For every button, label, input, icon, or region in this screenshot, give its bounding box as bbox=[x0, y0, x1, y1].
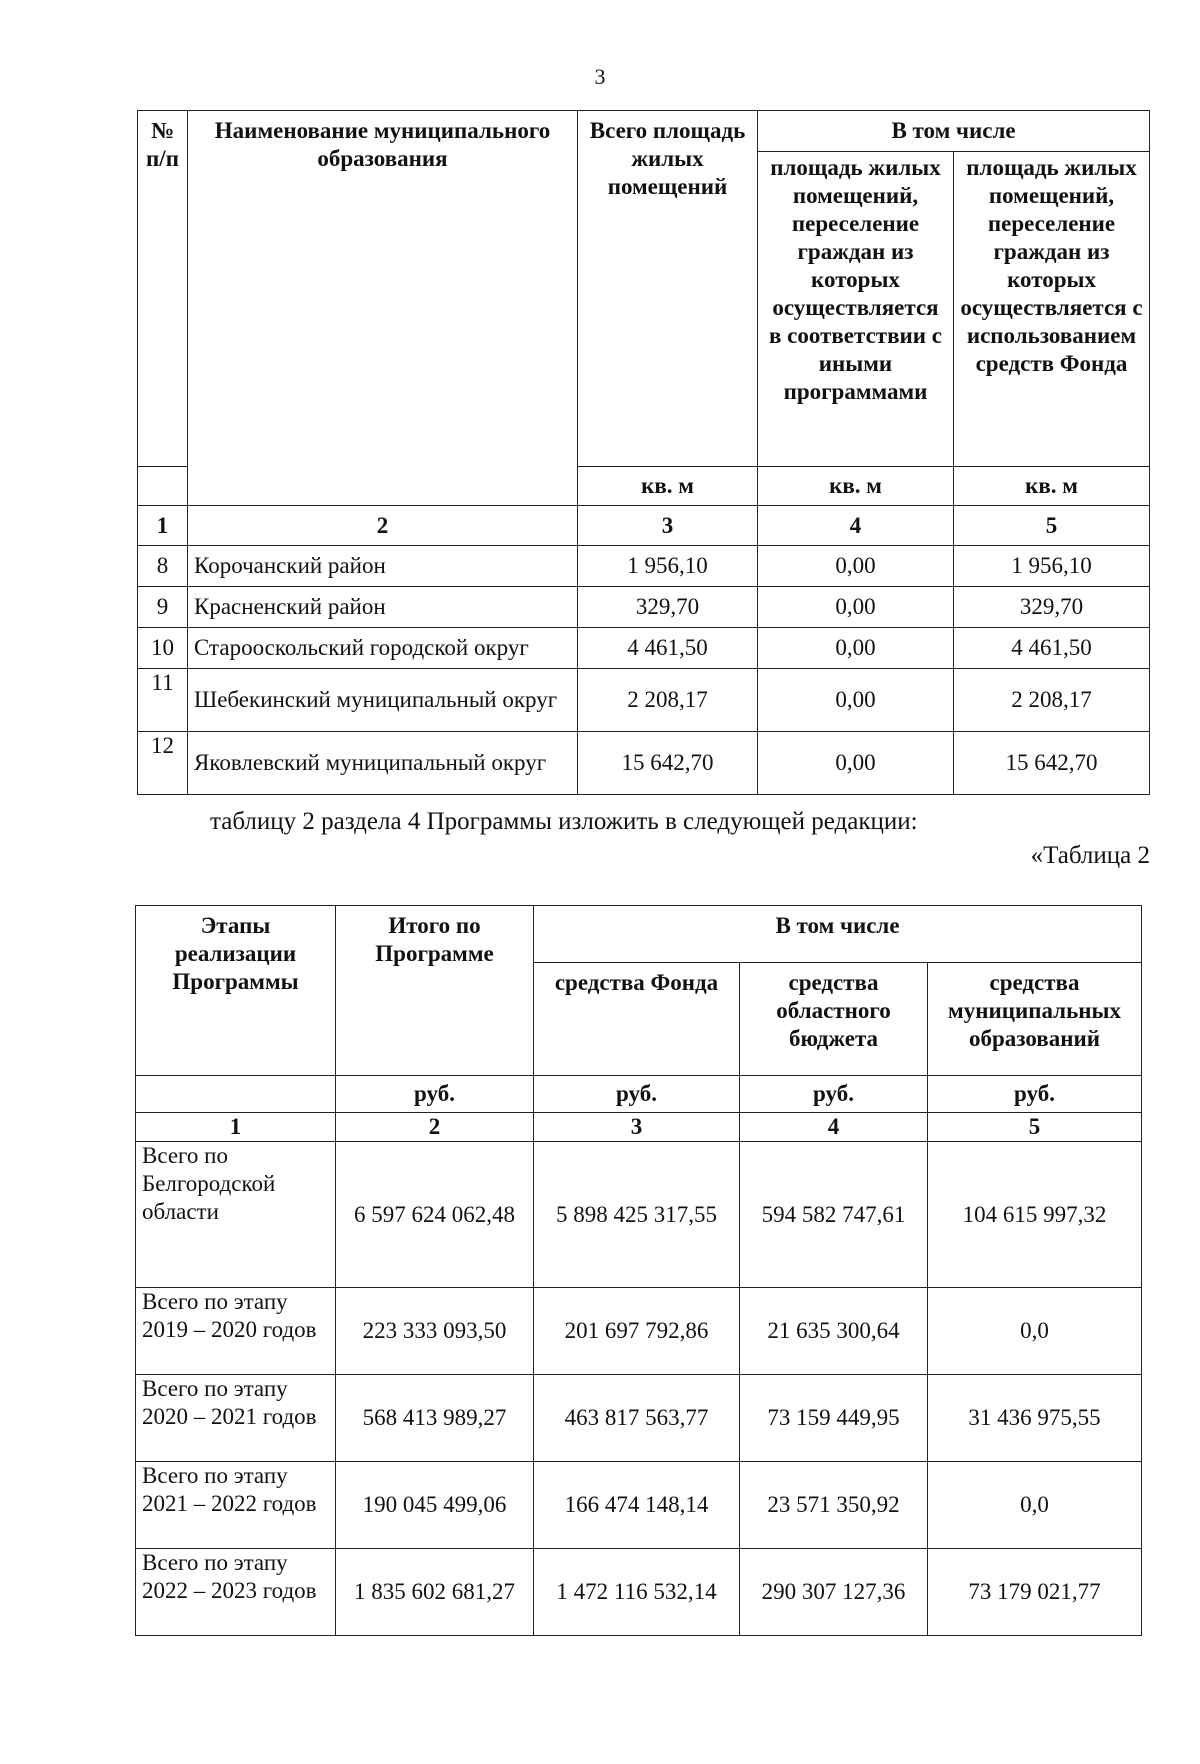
regional-amount: 594 582 747,61 bbox=[740, 1142, 928, 1288]
col-number-3: 3 bbox=[534, 1113, 740, 1142]
regional-amount: 290 307 127,36 bbox=[740, 1549, 928, 1636]
col-header-regional-budget: средства областного бюджета bbox=[740, 963, 928, 1076]
table-row bbox=[136, 1462, 1142, 1549]
col-header-total-area: Всего площадь жилых помещений bbox=[578, 111, 758, 467]
unit-col3: руб. bbox=[534, 1076, 740, 1113]
unit-col4: кв. м bbox=[758, 467, 954, 506]
fund-area: 2 208,17 bbox=[954, 669, 1150, 732]
program-total: 223 333 093,50 bbox=[336, 1288, 534, 1375]
col-number-3: 3 bbox=[578, 506, 758, 546]
table-row bbox=[136, 1549, 1142, 1636]
col-header-group: В том числе bbox=[534, 906, 1142, 963]
fund-amount: 463 817 563,77 bbox=[534, 1375, 740, 1462]
municipal-amount: 104 615 997,32 bbox=[928, 1142, 1142, 1288]
regional-amount: 23 571 350,92 bbox=[740, 1462, 928, 1549]
fund-amount: 201 697 792,86 bbox=[534, 1288, 740, 1375]
table-row bbox=[136, 1375, 1142, 1462]
col-header-group: В том числе bbox=[758, 111, 1150, 152]
stage-name: Всего по этапу 2021 – 2022 годов bbox=[136, 1462, 336, 1549]
table-row bbox=[138, 669, 1150, 732]
total-area: 329,70 bbox=[578, 587, 758, 628]
row-number: 11 bbox=[138, 669, 188, 732]
program-total: 568 413 989,27 bbox=[336, 1375, 534, 1462]
col-number-2: 2 bbox=[188, 506, 578, 546]
municipality-name: Яковлевский муниципальный округ bbox=[188, 732, 578, 795]
unit-empty bbox=[138, 467, 188, 506]
fund-area: 4 461,50 bbox=[954, 628, 1150, 669]
col-number-5: 5 bbox=[954, 506, 1150, 546]
municipal-amount: 31 436 975,55 bbox=[928, 1375, 1142, 1462]
total-area: 15 642,70 bbox=[578, 732, 758, 795]
stage-name: Всего по этапу 2020 – 2021 годов bbox=[136, 1375, 336, 1462]
total-area: 4 461,50 bbox=[578, 628, 758, 669]
funding-stages-table bbox=[135, 905, 1142, 1636]
other-programs-area: 0,00 bbox=[758, 587, 954, 628]
table-label: «Таблица 2 bbox=[1030, 842, 1150, 869]
other-programs-area: 0,00 bbox=[758, 669, 954, 732]
col-header-program-total: Итого по Программе bbox=[336, 906, 534, 1076]
total-area: 1 956,10 bbox=[578, 546, 758, 587]
unit-col3: кв. м bbox=[578, 467, 758, 506]
municipal-amount: 0,0 bbox=[928, 1462, 1142, 1549]
stage-name: Всего по этапу 2022 – 2023 годов bbox=[136, 1549, 336, 1636]
table-row bbox=[136, 1288, 1142, 1375]
col-header-municipal: средства муниципальных образований bbox=[928, 963, 1142, 1076]
other-programs-area: 0,00 bbox=[758, 732, 954, 795]
program-total: 1 835 602 681,27 bbox=[336, 1549, 534, 1636]
col-number-5: 5 bbox=[928, 1113, 1142, 1142]
unit-col2: руб. bbox=[336, 1076, 534, 1113]
fund-amount: 1 472 116 532,14 bbox=[534, 1549, 740, 1636]
col-number-4: 4 bbox=[758, 506, 954, 546]
regional-amount: 21 635 300,64 bbox=[740, 1288, 928, 1375]
unit-col4: руб. bbox=[740, 1076, 928, 1113]
municipal-amount: 0,0 bbox=[928, 1288, 1142, 1375]
col-number-1: 1 bbox=[138, 506, 188, 546]
unit-empty bbox=[136, 1076, 336, 1113]
col-header-stages: Этапы реализации Программы bbox=[136, 906, 336, 1076]
fund-area: 1 956,10 bbox=[954, 546, 1150, 587]
stage-name: Всего по этапу 2019 – 2020 годов bbox=[136, 1288, 336, 1375]
regional-amount: 73 159 449,95 bbox=[740, 1375, 928, 1462]
other-programs-area: 0,00 bbox=[758, 628, 954, 669]
table-row bbox=[136, 1142, 1142, 1288]
col-header-other-programs: площадь жилых помещений, переселение граждан из которых осуществляется в соответствии с иными программами bbox=[758, 152, 954, 467]
program-total: 190 045 499,06 bbox=[336, 1462, 534, 1549]
fund-area: 329,70 bbox=[954, 587, 1150, 628]
col-header-municipality: Наименование муниципального образования bbox=[188, 111, 578, 506]
fund-amount: 5 898 425 317,55 bbox=[534, 1142, 740, 1288]
municipality-name: Шебекинский муниципальный округ bbox=[188, 669, 578, 732]
row-number: 12 bbox=[138, 732, 188, 795]
row-number: 8 bbox=[138, 546, 188, 587]
col-number-1: 1 bbox=[136, 1113, 336, 1142]
page-number: 3 bbox=[594, 64, 606, 89]
municipality-name: Старооскольский городской округ bbox=[188, 628, 578, 669]
row-number: 10 bbox=[138, 628, 188, 669]
fund-amount: 166 474 148,14 bbox=[534, 1462, 740, 1549]
col-number-2: 2 bbox=[336, 1113, 534, 1142]
municipal-amount: 73 179 021,77 bbox=[928, 1549, 1142, 1636]
total-area: 2 208,17 bbox=[578, 669, 758, 732]
other-programs-area: 0,00 bbox=[758, 546, 954, 587]
row-number: 9 bbox=[138, 587, 188, 628]
program-total: 6 597 624 062,48 bbox=[336, 1142, 534, 1288]
municipality-name: Корочанский район bbox=[188, 546, 578, 587]
col-header-fund: средства Фонда bbox=[534, 963, 740, 1076]
col-header-fund: площадь жилых помещений, переселение граждан из которых осуществляется с использованием средств Фонда bbox=[954, 152, 1150, 467]
col-number-4: 4 bbox=[740, 1113, 928, 1142]
housing-area-table bbox=[137, 110, 1150, 795]
table-row bbox=[138, 587, 1150, 628]
unit-col5: кв. м bbox=[954, 467, 1150, 506]
stage-name: Всего по Белгородской области bbox=[136, 1142, 336, 1288]
municipality-name: Красненский район bbox=[188, 587, 578, 628]
table-row bbox=[138, 732, 1150, 795]
table-row bbox=[138, 546, 1150, 587]
col-header-number: № п/п bbox=[138, 111, 188, 467]
unit-col5: руб. bbox=[928, 1076, 1142, 1113]
fund-area: 15 642,70 bbox=[954, 732, 1150, 795]
table-row bbox=[138, 628, 1150, 669]
amendment-paragraph: таблицу 2 раздела 4 Программы изложить в следующей редакции: bbox=[210, 808, 918, 835]
